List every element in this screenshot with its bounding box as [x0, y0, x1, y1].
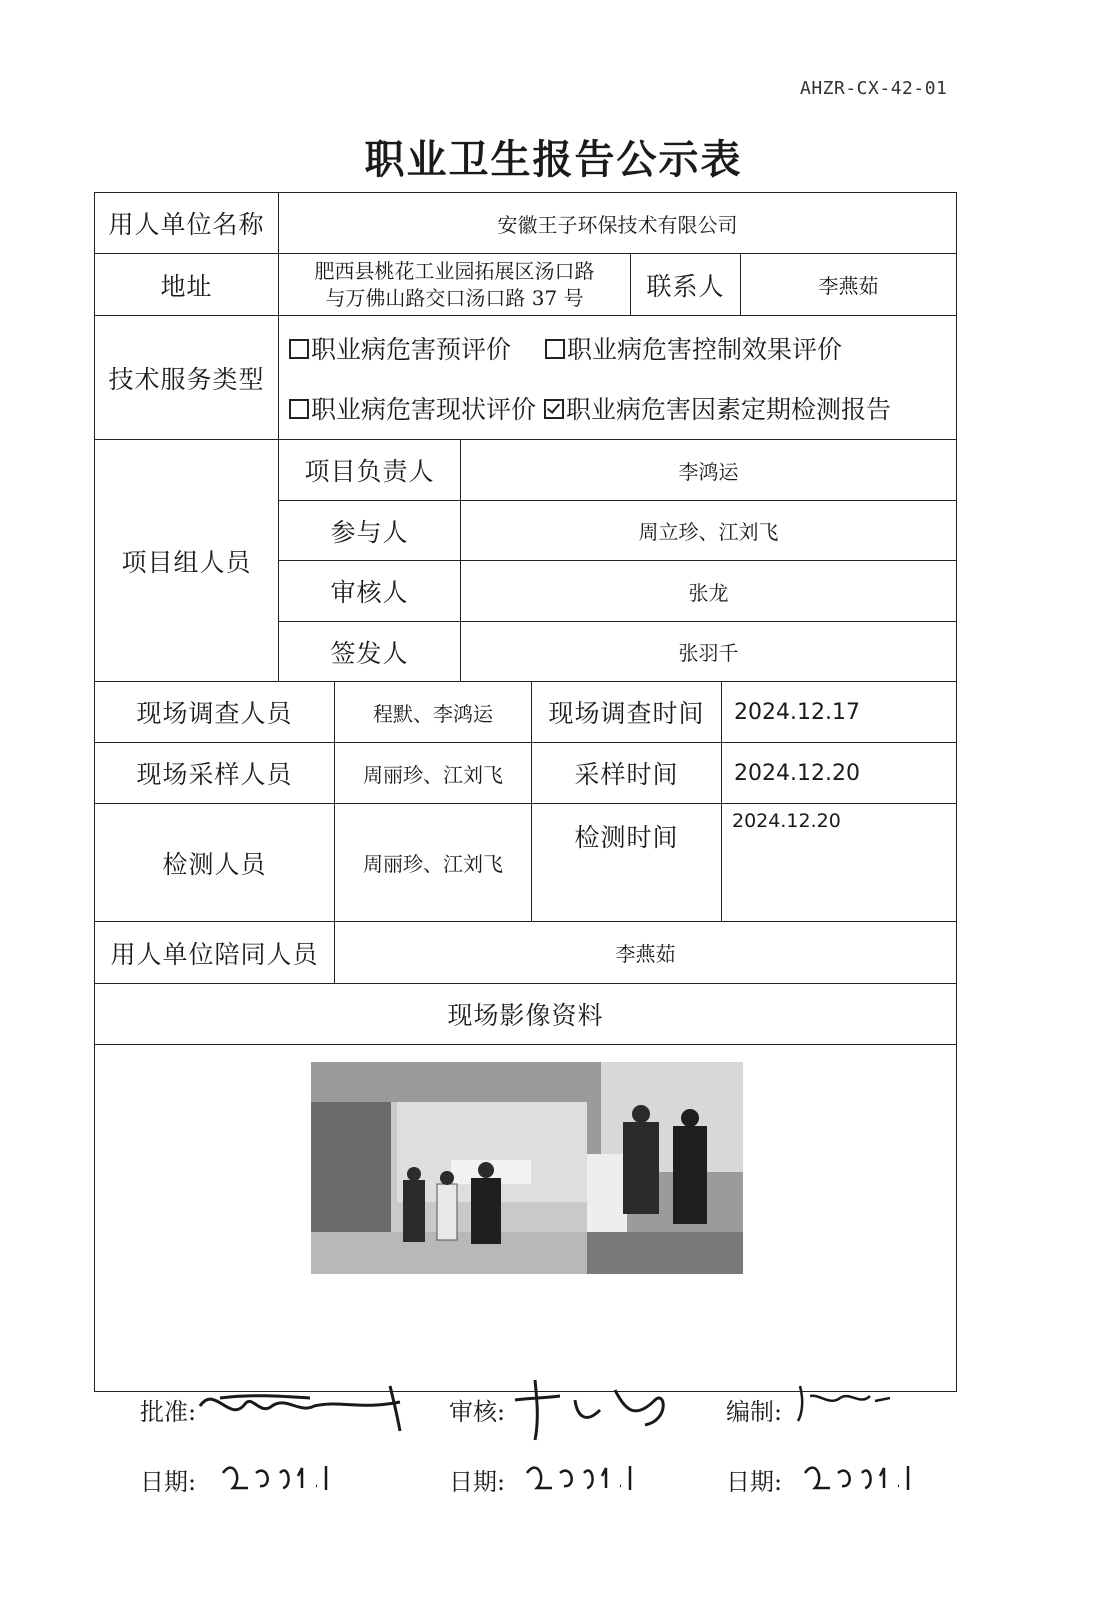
- review-label: 审核:: [449, 1398, 506, 1426]
- compile-label: 编制:: [726, 1398, 783, 1426]
- compile-date-handwritten: [800, 1448, 930, 1498]
- review-date-label: 日期:: [449, 1468, 506, 1496]
- escort-value: 李燕茹: [335, 922, 956, 984]
- page-title: 职业卫生报告公示表: [364, 136, 743, 183]
- testing-staff-label: 检测人员: [95, 804, 335, 922]
- checkbox-icon: [545, 339, 565, 359]
- service-option-status-evaluation[interactable]: 职业病危害现状评价: [289, 390, 536, 426]
- sampling-staff-value: 周丽珍、江刘飞: [335, 743, 532, 804]
- team-name-participant: 周立珍、江刘飞: [461, 501, 956, 561]
- team-role-reviewer: 审核人: [279, 561, 461, 622]
- checkbox-icon: [289, 399, 309, 419]
- address-value: [279, 254, 631, 316]
- address-label: 地址: [95, 254, 279, 316]
- service-option-pre-evaluation[interactable]: 职业病危害预评价: [289, 330, 511, 366]
- document-code: AHZR-CX-42-01: [800, 78, 948, 99]
- team-name-lead: 李鸿运: [461, 440, 956, 501]
- approver-signature: [190, 1376, 420, 1436]
- team-name-issuer: 张羽千: [461, 622, 956, 682]
- review-date-handwritten: [522, 1448, 652, 1498]
- compiler-signature: [790, 1376, 900, 1426]
- survey-staff-label: 现场调查人员: [95, 682, 335, 743]
- reviewer-signature: [505, 1370, 685, 1450]
- site-photo: [311, 1062, 743, 1274]
- contact-label: 联系人: [631, 254, 741, 316]
- approve-label: 批准:: [140, 1398, 197, 1426]
- survey-time-label: 现场调查时间: [532, 682, 722, 743]
- team-role-lead: 项目负责人: [279, 440, 461, 501]
- checkbox-icon: [289, 339, 309, 359]
- compile-date-label: 日期:: [726, 1468, 783, 1496]
- contact-value: 李燕茹: [741, 254, 956, 316]
- service-type-options: [279, 316, 956, 440]
- escort-label: 用人单位陪同人员: [95, 922, 335, 984]
- team-role-issuer: 签发人: [279, 622, 461, 682]
- employer-value: 安徽王子环保技术有限公司: [279, 193, 956, 254]
- survey-time-value: 2024.12.17: [722, 682, 956, 743]
- project-team-label: 项目组人员: [95, 440, 279, 682]
- testing-time-value: 2024.12.20: [722, 804, 956, 922]
- team-name-reviewer: 张龙: [461, 561, 956, 622]
- testing-staff-value: 周丽珍、江刘飞: [335, 804, 532, 922]
- service-option-periodic-testing[interactable]: 职业病危害因素定期检测报告: [544, 390, 891, 426]
- site-photo-image: [311, 1062, 743, 1274]
- sampling-staff-label: 现场采样人员: [95, 743, 335, 804]
- sampling-time-label: 采样时间: [532, 743, 722, 804]
- team-role-participant: 参与人: [279, 501, 461, 561]
- employer-label: 用人单位名称: [95, 193, 279, 254]
- survey-staff-value: 程默、李鸿运: [335, 682, 532, 743]
- checkbox-checked-icon: [544, 399, 564, 419]
- approve-date-label: 日期:: [140, 1468, 197, 1496]
- address-line-1: 肥西县桃花工业园拓展区汤口路: [314, 258, 595, 283]
- address-line-2: 与万佛山路交口汤口路 37 号: [325, 285, 584, 310]
- sampling-time-value: 2024.12.20: [722, 743, 956, 804]
- photos-label: 现场影像资料: [95, 984, 956, 1045]
- testing-time-label: 检测时间: [532, 804, 722, 922]
- service-option-control-effect[interactable]: 职业病危害控制效果评价: [545, 330, 842, 366]
- approve-date-handwritten: [218, 1448, 348, 1498]
- service-type-label: 技术服务类型: [95, 316, 279, 440]
